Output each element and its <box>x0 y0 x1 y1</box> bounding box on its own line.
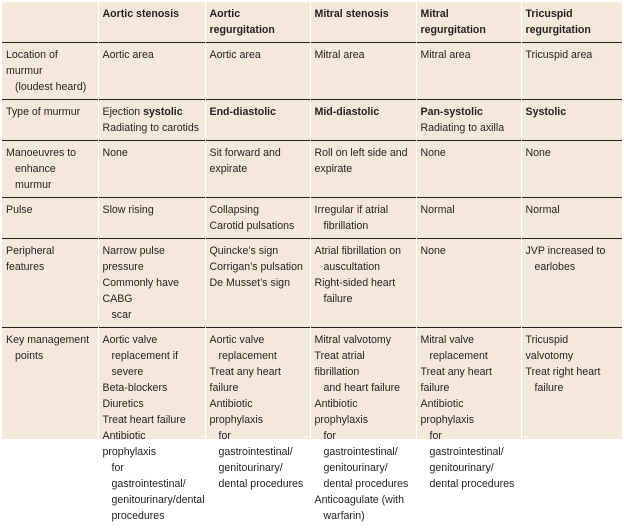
cell-line: auscultation <box>323 260 381 273</box>
cell-tricuspid-regurgitation <box>521 140 622 197</box>
cell-tricuspid-regurgitation <box>521 238 622 327</box>
cell-mitral-regurgitation <box>416 140 521 197</box>
row-label-line: Key management <box>6 333 90 346</box>
header-aortic-stenosis: Aortic stenosis <box>98 2 205 42</box>
cell-mitral-regurgitation <box>416 197 521 238</box>
cell-line: Corrigan’s pulsation <box>209 260 303 273</box>
header-aortic-regurgitation: Aortic regurgitation <box>205 2 310 42</box>
cell-aortic-regurgitation <box>205 42 310 99</box>
cell-line: dental procedures <box>218 477 304 490</box>
cell-line: Pan-systolic <box>420 105 483 118</box>
cell-line: expirate <box>314 162 353 175</box>
cell-tricuspid-regurgitation <box>521 42 622 99</box>
cell-mitral-regurgitation <box>416 99 521 140</box>
cell-line: expirate <box>209 162 248 175</box>
cell-aortic-regurgitation <box>205 327 310 528</box>
cell-line: Treat heart failure <box>102 413 186 426</box>
cell-line: Antibiotic prophylaxis <box>420 397 475 426</box>
table-row <box>2 140 622 197</box>
cell-line: None <box>420 244 446 257</box>
cell-mitral-stenosis <box>310 140 416 197</box>
cell-line: Aortic area <box>209 48 261 61</box>
row-label-line: enhance murmur <box>15 162 56 191</box>
cell-line: dental procedures <box>429 477 515 490</box>
cell-aortic-stenosis <box>98 327 205 528</box>
cell-line: failure <box>534 381 564 394</box>
cell-line: earlobes <box>534 260 576 273</box>
cell-line: scar <box>111 308 132 321</box>
cell-line: Treat any heart failure <box>209 365 281 394</box>
row-label-line: Type of murmur <box>6 105 81 118</box>
header-mitral-regurgitation: Mitral regurgitation <box>416 2 521 42</box>
cell-mitral-stenosis <box>310 327 416 528</box>
header-row <box>2 2 622 42</box>
cell-line: Slow rising <box>102 203 154 216</box>
cell-line: Irregular if atrial <box>314 203 389 216</box>
cell-line: warfarin) <box>323 509 365 522</box>
cell-line: Beta-blockers <box>102 381 168 394</box>
table-row <box>2 99 622 140</box>
cell-line: Quincke’s sign <box>209 244 279 257</box>
row-label <box>2 99 98 140</box>
row-label <box>2 327 98 528</box>
table-row <box>2 42 622 99</box>
cell-tricuspid-regurgitation <box>521 99 622 140</box>
row-label <box>2 140 98 197</box>
cell-line: Radiating to axilla <box>420 121 505 134</box>
cell-tricuspid-regurgitation <box>521 197 622 238</box>
cell-line: dental procedures <box>323 477 409 490</box>
cell-aortic-regurgitation <box>205 140 310 197</box>
cell-line: Mid-diastolic <box>314 105 380 118</box>
cell-line: None <box>525 146 551 159</box>
cell-line: replacement <box>218 349 277 362</box>
cell-line: Mitral area <box>314 48 365 61</box>
cell-line: genitourinary/dental <box>111 493 205 506</box>
table-row <box>2 327 622 528</box>
cell-line: Carotid pulsations <box>209 219 295 232</box>
cell-mitral-stenosis <box>310 238 416 327</box>
header-empty <box>2 2 98 42</box>
cell-line: Tricuspid area <box>525 48 593 61</box>
table-body <box>2 42 622 528</box>
cell-line: De Musset’s sign <box>209 276 290 289</box>
cell-line: Aortic valve <box>209 333 265 346</box>
cell-line: and heart failure <box>323 381 401 394</box>
cell-line: Anticoagulate (with <box>314 493 405 506</box>
row-label-line: Pulse <box>6 203 33 216</box>
cell-line: procedures <box>111 509 165 522</box>
cell-line: Normal <box>420 203 455 216</box>
cell-line: None <box>102 146 128 159</box>
cell-aortic-stenosis <box>98 197 205 238</box>
row-label <box>2 197 98 238</box>
cell-line: Mitral valvotomy <box>314 333 392 346</box>
cell-line: for gastrointestinal/ <box>111 461 186 490</box>
cell-line: for gastrointestinal/ <box>429 429 504 458</box>
cell-line: fibrillation <box>323 219 369 232</box>
cell-line: Roll on left side and <box>314 146 408 159</box>
cell-line: Sit forward and <box>209 146 281 159</box>
cell-line: genitourinary/ <box>218 461 283 474</box>
cell-line: Tricuspid valvotomy <box>525 333 574 362</box>
cell-aortic-regurgitation <box>205 197 310 238</box>
cell-line: Treat atrial fibrillation <box>314 349 365 378</box>
cell-line: replacement if <box>111 349 179 362</box>
header-tricuspid-regurgitation: Tricuspid regurgitation <box>521 2 622 42</box>
cell-mitral-stenosis <box>310 197 416 238</box>
cell-line: Atrial fibrillation on <box>314 244 402 257</box>
cell-line: End-diastolic <box>209 105 277 118</box>
cell-tricuspid-regurgitation <box>521 327 622 528</box>
table-row <box>2 238 622 327</box>
cell-line: Systolic <box>525 105 567 118</box>
cell-line: Commonly have CABG <box>102 276 180 305</box>
row-label-line: Location of murmur <box>6 48 58 77</box>
cell-aortic-stenosis <box>98 238 205 327</box>
cell-mitral-regurgitation <box>416 42 521 99</box>
row-label-line: Manoeuvres to <box>6 146 77 159</box>
murmur-comparison-table-frame <box>2 2 622 522</box>
cell-line: Ejection systolic <box>102 105 183 118</box>
cell-line: Antibiotic prophylaxis <box>102 429 157 458</box>
cell-line: Radiating to carotids <box>102 121 200 134</box>
row-label <box>2 42 98 99</box>
row-label-line: Peripheral features <box>6 244 55 273</box>
cell-aortic-regurgitation <box>205 99 310 140</box>
cell-mitral-stenosis <box>310 42 416 99</box>
cell-line: JVP increased to <box>525 244 606 257</box>
cell-mitral-stenosis <box>310 99 416 140</box>
cell-line: Treat right heart <box>525 365 601 378</box>
cell-line: Aortic valve <box>102 333 158 346</box>
table-row <box>2 197 622 238</box>
cell-line: Mitral valve <box>420 333 475 346</box>
cell-line: for gastrointestinal/ <box>323 429 398 458</box>
cell-aortic-stenosis <box>98 140 205 197</box>
cell-line: genitourinary/ <box>323 461 388 474</box>
cell-line: Narrow pulse pressure <box>102 244 165 273</box>
header-mitral-stenosis: Mitral stenosis <box>310 2 416 42</box>
cell-line: Right-sided heart <box>314 276 396 289</box>
cell-line: None <box>420 146 446 159</box>
cell-mitral-regurgitation <box>416 327 521 528</box>
cell-line: failure <box>323 292 353 305</box>
cell-line: Collapsing <box>209 203 259 216</box>
row-label-line: (loudest heard) <box>15 80 87 93</box>
cell-line: genitourinary/ <box>429 461 494 474</box>
cell-line: for gastrointestinal/ <box>218 429 293 458</box>
cell-line: severe <box>111 365 144 378</box>
cell-line: Normal <box>525 203 560 216</box>
cell-aortic-stenosis <box>98 99 205 140</box>
cell-line: Diuretics <box>102 397 144 410</box>
cell-line: Antibiotic prophylaxis <box>314 397 369 426</box>
cell-line: replacement <box>429 349 488 362</box>
cell-line: Mitral area <box>420 48 471 61</box>
cell-aortic-regurgitation <box>205 238 310 327</box>
cell-aortic-stenosis <box>98 42 205 99</box>
row-label <box>2 238 98 327</box>
cell-line: Antibiotic prophylaxis <box>209 397 264 426</box>
murmur-comparison-table <box>2 2 622 528</box>
cell-mitral-regurgitation <box>416 238 521 327</box>
cell-line: Treat any heart failure <box>420 365 492 394</box>
cell-line: Aortic area <box>102 48 154 61</box>
row-label-line: points <box>15 349 44 362</box>
